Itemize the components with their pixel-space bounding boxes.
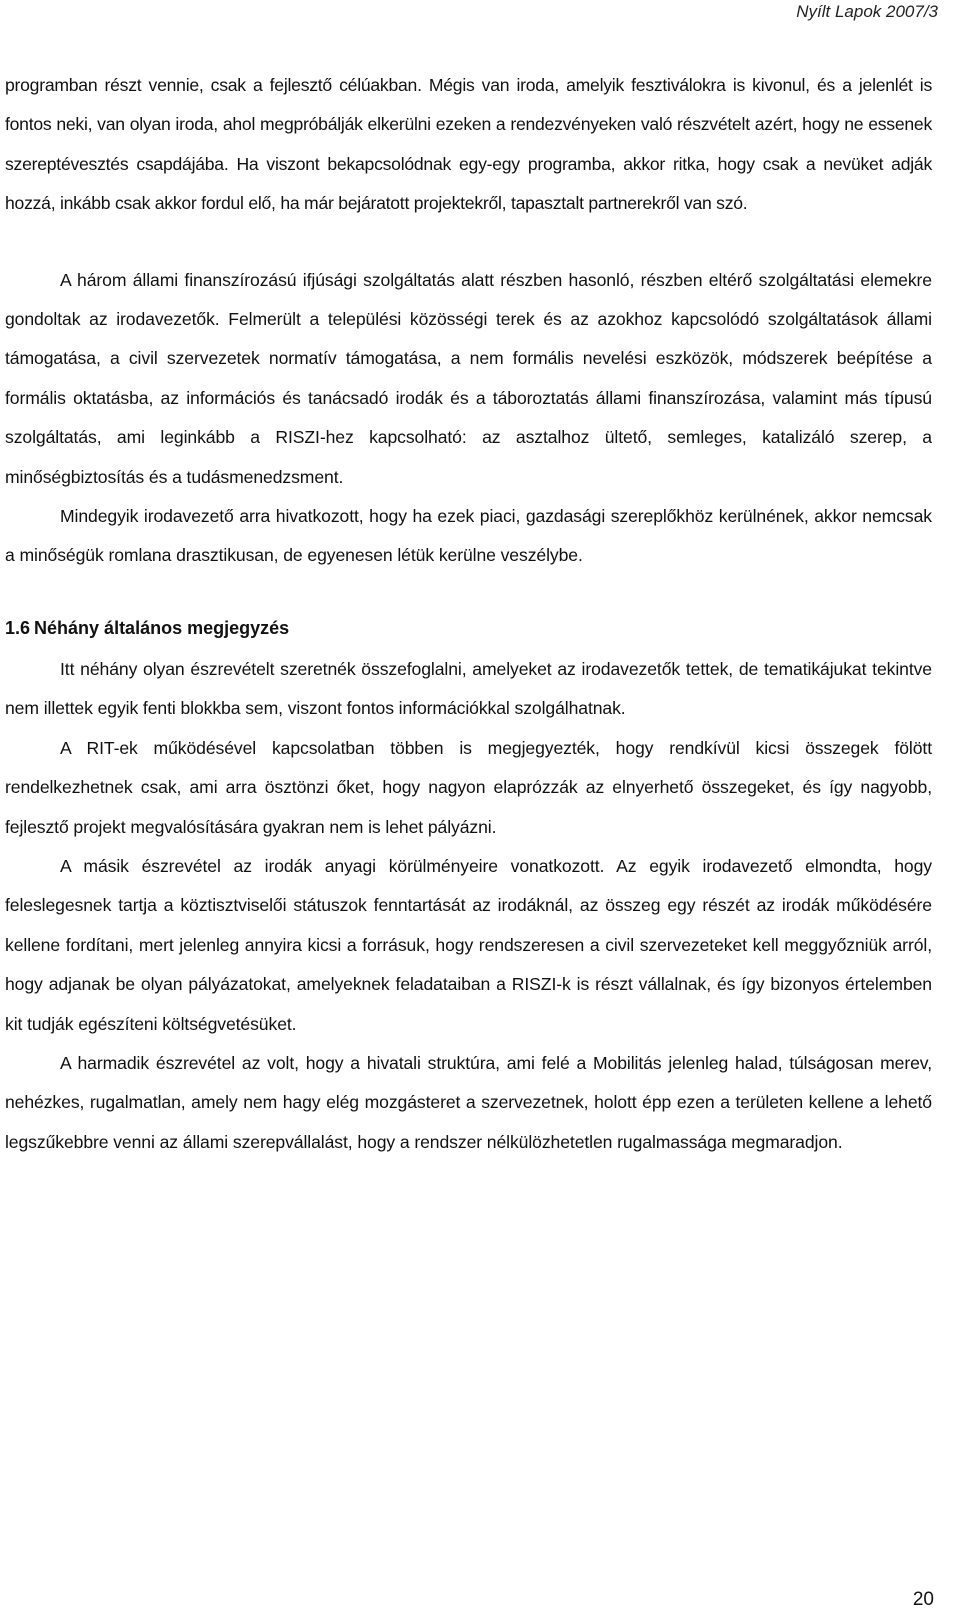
running-header: Nyílt Lapok 2007/3 xyxy=(796,2,938,21)
paragraph-spacer xyxy=(5,224,932,261)
paragraph-finances: A másik észrevétel az irodák anyagi körülményeire vonatkozott. Az egyik irodavezető elmondta, hogy feleslegesnek tartja a köztisztviselői státuszok fenntartását az irodáknál, az összeg egy részét az irodák működésére kellene fordítani, mert jelenleg annyira kicsi a forrásuk, hogy rendszeresen a civil szervezeteket kell meggyőzniük arról, hogy adjanak be olyan pályázatokat, amelyeknek feladataiban a RISZI-k is részt vállalnak, és így bizonyos értelemben kit tudják egészíteni költségvetésüket. xyxy=(5,855,932,1034)
paragraph-continuation: programban részt vennie, csak a fejlesztő célúakban. Mégis van iroda, amelyik fesztiválokra is kivonul, és a jelenlét is fontos neki, van olyan iroda, ahol megpróbálják elkerülni ezeken a rendezvényeken való részvételt azért, hogy ne essenek szereptévesztés csapdájába. Ha viszont bekapcsolódnak egy-egy programba, akkor ritka, hogy csak a nevüket adják hozzá, inkább csak akkor fordul elő, ha már bejáratott projektekről, tapasztalt partnerekről van szó. xyxy=(5,75,932,214)
paragraph-market-actors: Mindegyik irodavezető arra hivatkozott, hogy ha ezek piaci, gazdasági szereplőkhöz kerülnének, akkor nemcsak a minőségük romlana drasztikusan, de egyenesen létük kerülne veszélybe. xyxy=(5,506,932,566)
paragraph-services: A három állami finanszírozású ifjúsági szolgáltatás alatt részben hasonló, részben eltérő szolgáltatási elemekre gondoltak az irodavezetők. Felmerült a települési közösségi terek és az azokhoz kapcsolódó szolgáltatások állami támogatása, a civil szervezetek normatív támogatása, a nem formális nevelési eszközök, módszerek beépítése a formális oktatásba, az információs és tanácsadó irodák és a táboroztatás állami finanszírozása, valamint más típusú szolgáltatás, ami leginkább a RISZI-hez kapcsolható: az asztalhoz ültető, semleges, katalizáló szerep, a minőségbiztosítás és a tudásmenedzsment. xyxy=(5,269,932,487)
section-spacer xyxy=(5,576,932,606)
section-number: 1.6 xyxy=(5,617,31,638)
paragraph-rit: A RIT-ek működésével kapcsolatban többen is megjegyezték, hogy rendkívül kicsi összegek fölött rendelkezhetnek csak, ami arra ösztönzi őket, hogy nagyon elaprózzák az elnyerhető összegeket, és így nagyobb, fejlesztő projekt megvalósítására gyakran nem is lehet pályázni. xyxy=(5,737,932,837)
paragraph-structure: A harmadik észrevétel az volt, hogy a hivatali struktúra, ami felé a Mobilitás jelenleg halad, túlságosan merev, nehézkes, rugalmatlan, amely nem hagy elég mozgásteret a szervezetnek, holott épp ezen a területen kellene a lehető legszűkebbre venni az állami szerepvállalást, hogy a rendszer nélkülözhetetlen rugalmassága megmaradjon. xyxy=(5,1052,932,1152)
page-number: 20 xyxy=(912,1589,934,1610)
section-title: Néhány általános megjegyzés xyxy=(34,617,290,638)
page-body xyxy=(5,66,932,1162)
section-heading xyxy=(5,606,932,650)
paragraph-intro: Itt néhány olyan észrevételt szeretnék összefoglalni, amelyeket az irodavezetők tettek, de tematikájukat tekintve nem illettek egyik fenti blokkba sem, viszont fontos információkkal szolgálhatnak. xyxy=(5,658,932,719)
